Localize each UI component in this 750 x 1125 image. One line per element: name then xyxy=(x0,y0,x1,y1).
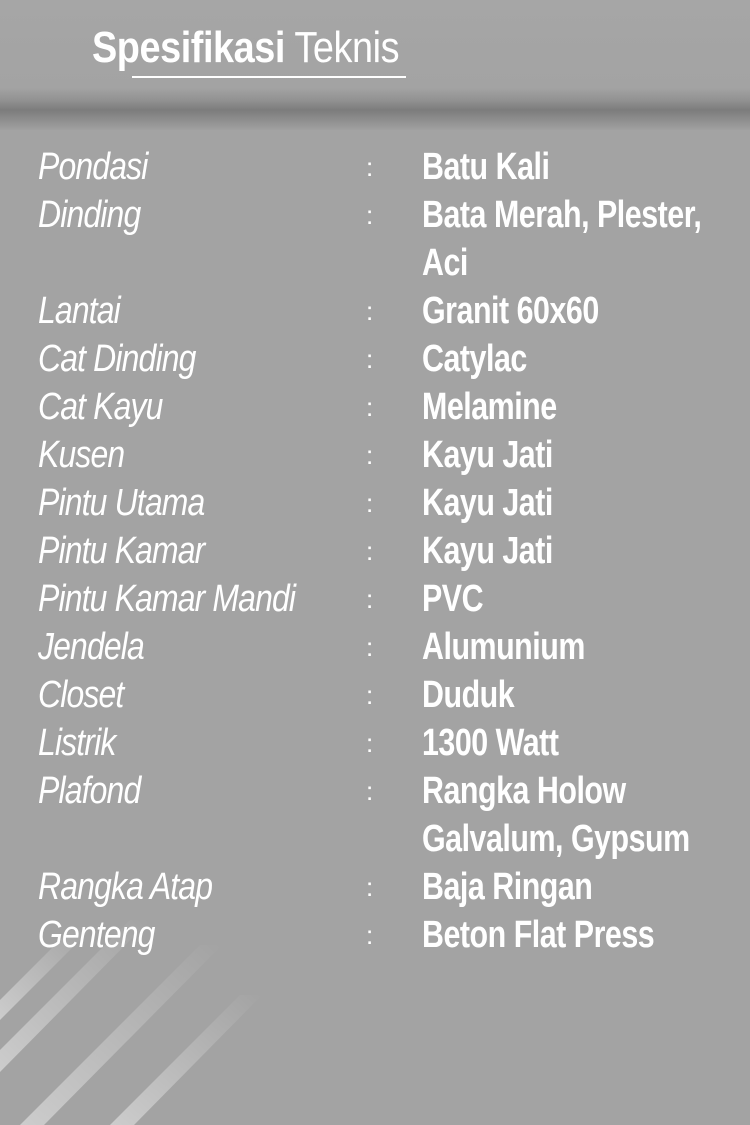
spec-label: Pintu Kamar Mandi xyxy=(38,578,296,620)
spec-value xyxy=(422,719,726,767)
title-underline xyxy=(132,76,406,78)
spec-value xyxy=(422,767,726,863)
spec-separator: : xyxy=(366,296,374,326)
spec-label: Cat Kayu xyxy=(38,386,163,428)
spec-separator: : xyxy=(366,632,374,662)
spec-value-line: Beton Flat Press xyxy=(422,914,655,956)
spec-row xyxy=(0,527,750,575)
spec-row xyxy=(0,863,750,911)
page-title xyxy=(92,22,399,74)
spec-row xyxy=(0,335,750,383)
spec-value xyxy=(422,911,726,959)
spec-separator: : xyxy=(366,152,374,182)
spec-row xyxy=(0,479,750,527)
spec-separator: : xyxy=(366,776,374,806)
spec-value xyxy=(422,623,726,671)
spec-separator: : xyxy=(366,344,374,374)
spec-label: Dinding xyxy=(38,194,141,236)
spec-label: Jendela xyxy=(38,626,144,668)
spec-row xyxy=(0,623,750,671)
spec-value-line: Alumunium xyxy=(422,626,585,668)
spec-separator: : xyxy=(366,392,374,422)
spec-row xyxy=(0,671,750,719)
spec-value-line: Melamine xyxy=(422,386,557,428)
spec-value xyxy=(422,527,726,575)
spec-value xyxy=(422,143,726,191)
spec-separator: : xyxy=(366,440,374,470)
spec-row xyxy=(0,287,750,335)
spec-separator: : xyxy=(366,584,374,614)
spec-row xyxy=(0,191,750,287)
spec-value xyxy=(422,575,726,623)
spec-separator: : xyxy=(366,200,374,230)
spec-value-line: PVC xyxy=(422,578,484,620)
spec-label: Pondasi xyxy=(38,146,148,188)
spec-separator: : xyxy=(366,488,374,518)
spec-row xyxy=(0,143,750,191)
spec-separator: : xyxy=(366,680,374,710)
spec-value-line: Aci xyxy=(422,242,468,284)
spec-value xyxy=(422,191,726,287)
spec-separator: : xyxy=(366,920,374,950)
spec-row xyxy=(0,575,750,623)
spec-label: Cat Dinding xyxy=(38,338,196,380)
spec-label: Lantai xyxy=(38,290,120,332)
spec-row xyxy=(0,719,750,767)
spec-label: Listrik xyxy=(38,722,116,764)
spec-value-line: 1300 Watt xyxy=(422,722,559,764)
spec-label: Genteng xyxy=(38,914,155,956)
spec-label: Pintu Utama xyxy=(38,482,205,524)
spec-value xyxy=(422,383,726,431)
spec-value-line: Baja Ringan xyxy=(422,866,593,908)
spec-row xyxy=(0,383,750,431)
spec-value-line: Rangka Holow xyxy=(422,770,626,812)
spec-value-line: Kayu Jati xyxy=(422,482,553,524)
spec-separator: : xyxy=(366,536,374,566)
spec-value xyxy=(422,335,726,383)
spec-label: Closet xyxy=(38,674,124,716)
spec-list xyxy=(0,143,750,959)
spec-separator: : xyxy=(366,872,374,902)
spec-value-line: Duduk xyxy=(422,674,515,716)
spec-row xyxy=(0,431,750,479)
spec-separator: : xyxy=(366,728,374,758)
spec-value-line: Bata Merah, Plester, xyxy=(422,194,702,236)
spec-value xyxy=(422,671,726,719)
spec-value-line: Granit 60x60 xyxy=(422,290,599,332)
spec-value xyxy=(422,863,726,911)
spec-value xyxy=(422,431,726,479)
spec-label: Pintu Kamar xyxy=(38,530,205,572)
spec-value-line: Kayu Jati xyxy=(422,434,553,476)
spec-label: Rangka Atap xyxy=(38,866,213,908)
spec-label: Kusen xyxy=(38,434,125,476)
spec-value-line: Catylac xyxy=(422,338,527,380)
spec-value-line: Batu Kali xyxy=(422,146,550,188)
title-light-word: Teknis xyxy=(294,23,400,72)
spec-value xyxy=(422,479,726,527)
spec-label: Plafond xyxy=(38,770,141,812)
spec-value xyxy=(422,287,726,335)
spec-row xyxy=(0,911,750,959)
spec-value-line: Kayu Jati xyxy=(422,530,553,572)
spec-value-line: Galvalum, Gypsum xyxy=(422,818,690,860)
spec-row xyxy=(0,767,750,863)
title-bold-word: Spesifikasi xyxy=(92,23,285,72)
